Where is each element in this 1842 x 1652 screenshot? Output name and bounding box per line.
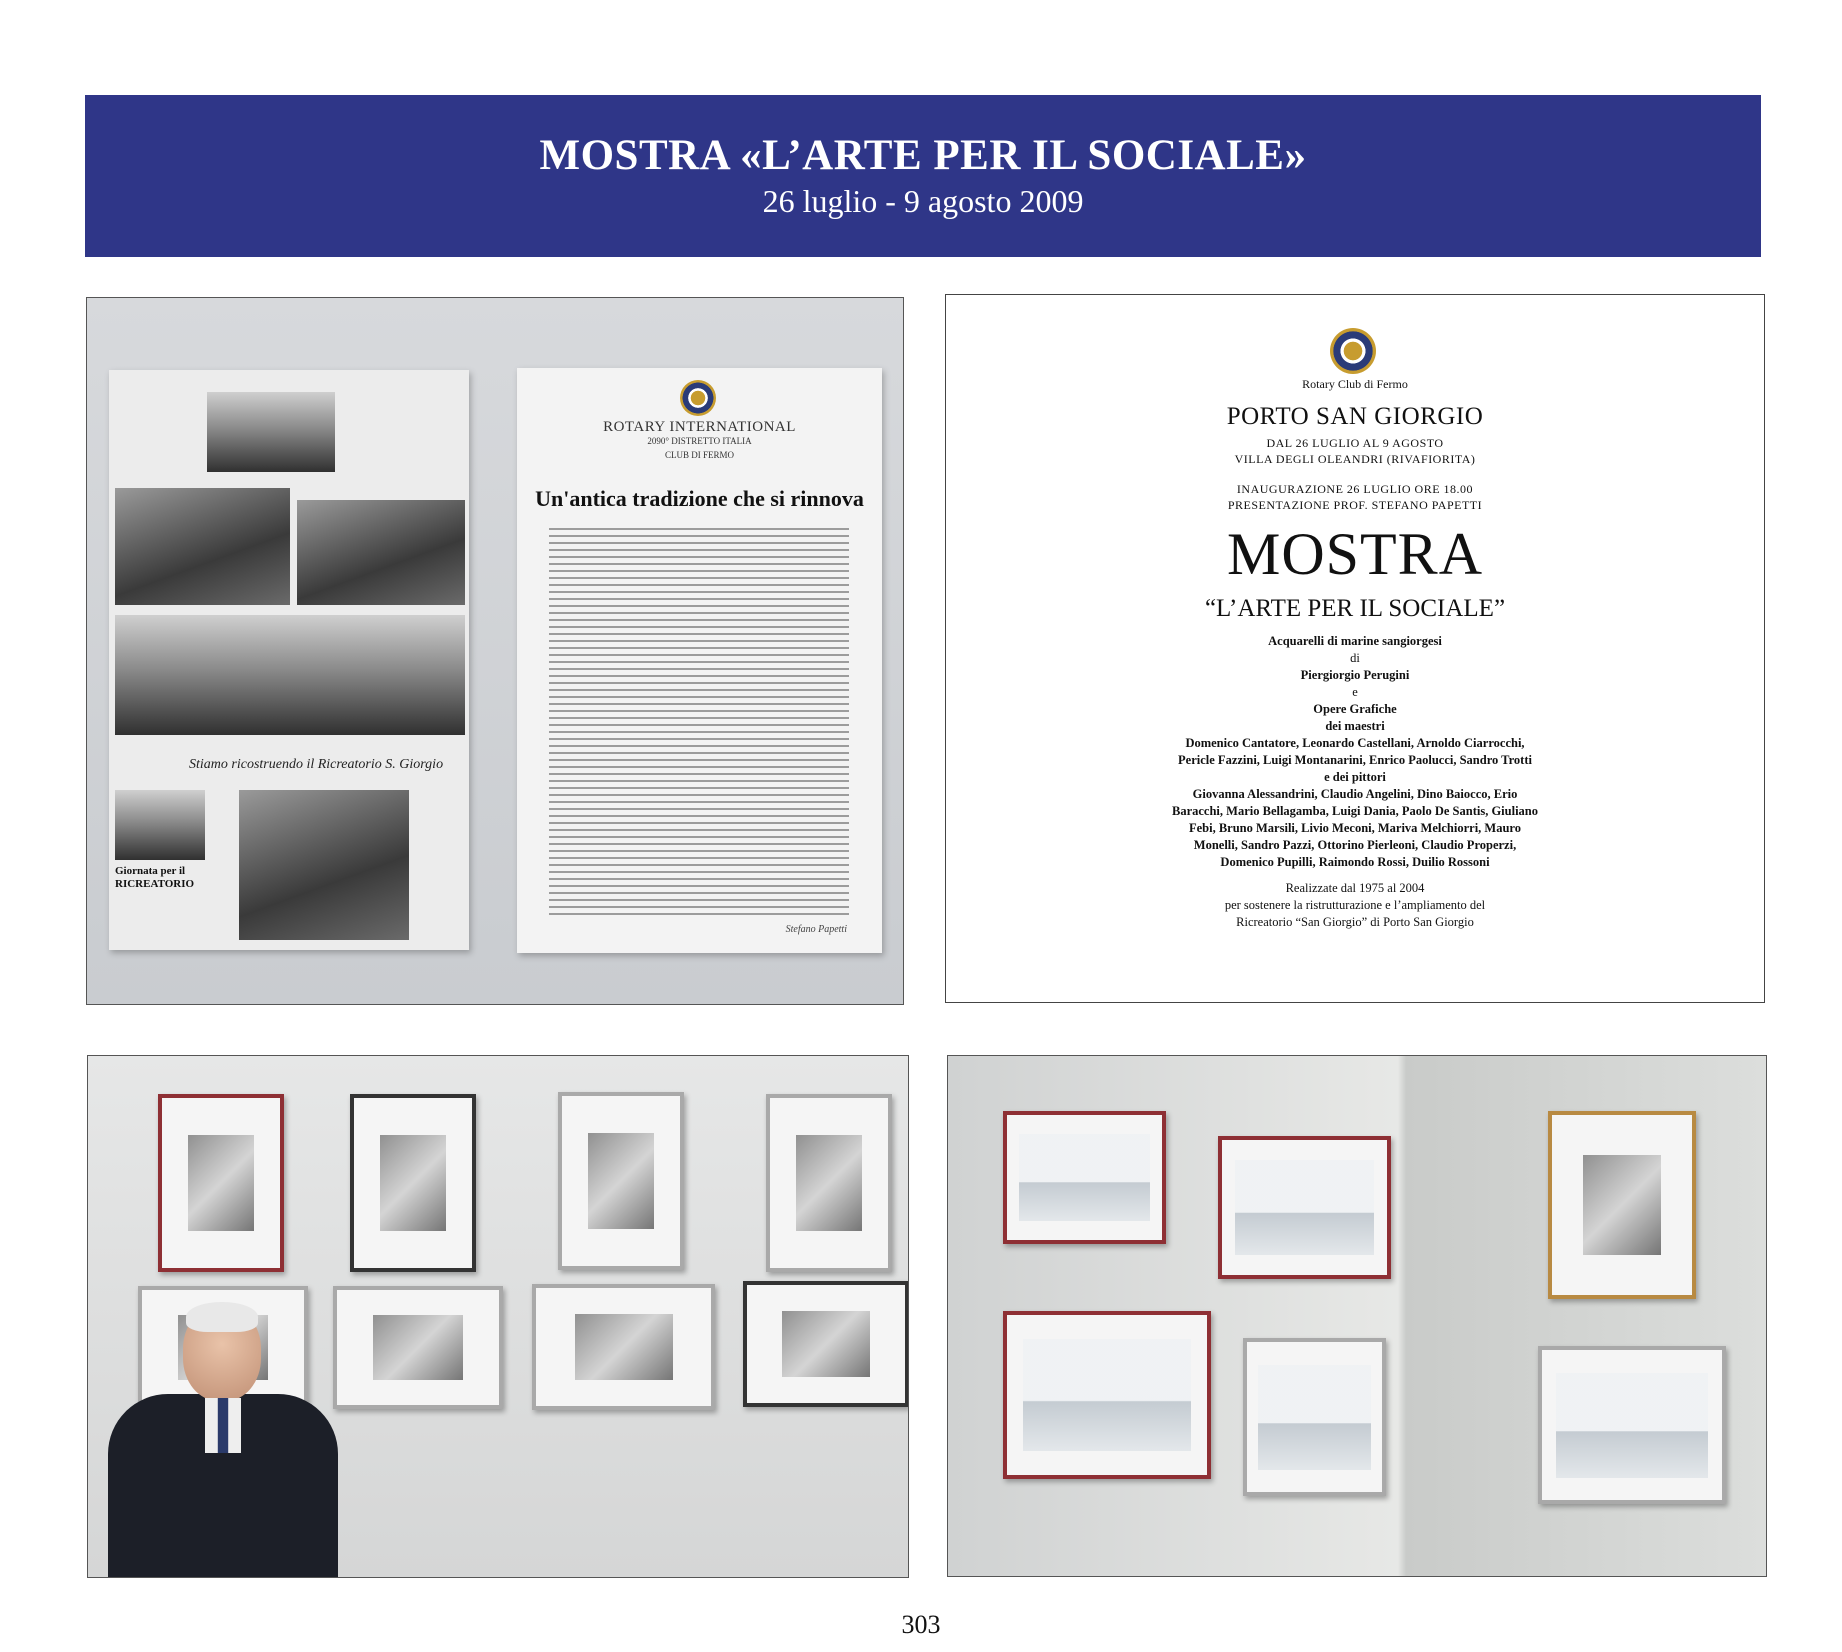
poster-line5: Opere Grafiche: [1313, 702, 1397, 716]
poster-masters2: Pericle Fazzini, Luigi Montanarini, Enrico Paolucci, Sandro Trotti: [1178, 753, 1532, 767]
poster-dates: DAL 26 LUGLIO AL 9 AGOSTO: [1266, 436, 1444, 450]
photo-display-panels: [86, 297, 904, 1005]
framed-print: [350, 1094, 476, 1272]
rotary-district: 2090° DISTRETTO ITALIA: [647, 436, 752, 446]
newspaper-panel: [109, 370, 469, 950]
newspaper-subcaption: Giornata per il RICREATORIO: [115, 865, 195, 890]
framed-print: [743, 1281, 909, 1407]
poster-title: “L’ARTE PER IL SOCIALE”: [1204, 595, 1506, 622]
rotary-logo-icon: [1330, 328, 1376, 374]
framed-watercolor: [1538, 1346, 1726, 1504]
photo-building-1: [207, 392, 335, 472]
poster-painters5: Domenico Pupilli, Raimondo Rossi, Duilio Rossoni: [1220, 855, 1490, 869]
title-banner: [85, 95, 1761, 257]
poster-line3: Piergiorgio Perugini: [1300, 668, 1410, 682]
exhibition-poster: [945, 294, 1765, 1003]
page-number: 303: [901, 1610, 941, 1639]
man-portrait: [108, 1306, 338, 1577]
panel-headline: Un'antica tradizione che si rinnova: [535, 486, 864, 511]
rotary-club: CLUB DI FERMO: [664, 450, 734, 460]
photo-building-3: [297, 500, 465, 605]
photo-man-gallery: [87, 1055, 909, 1578]
photo-building-4: [115, 615, 465, 735]
poster-club: Rotary Club di Fermo: [1302, 377, 1408, 391]
framed-print: [766, 1094, 892, 1272]
framed-print: [532, 1284, 715, 1410]
poster-line7: e dei pittori: [1324, 770, 1386, 784]
exhibition-title: MOSTRA «L’ARTE PER IL SOCIALE»: [539, 132, 1307, 179]
framed-watercolor: [1003, 1111, 1166, 1244]
rotary-text-panel: [517, 368, 882, 953]
poster-presentation: PRESENTAZIONE PROF. STEFANO PAPETTI: [1227, 498, 1483, 512]
framed-watercolor: [1218, 1136, 1391, 1279]
poster-line4: e: [1352, 685, 1358, 699]
framed-watercolor: [1003, 1311, 1211, 1479]
exhibition-dates: 26 luglio - 9 agosto 2009: [762, 183, 1084, 219]
photo-drawing: [239, 790, 409, 940]
poster-footer3: Ricreatorio “San Giorgio” di Porto San Giorgio: [1236, 915, 1474, 929]
poster-painters2: Baracchi, Mario Bellagamba, Luigi Dania, Paolo De Santis, Giuliano: [1172, 804, 1538, 818]
poster-line1: Acquarelli di marine sangiorgesi: [1268, 634, 1442, 648]
poster-line2: di: [1350, 651, 1360, 665]
poster-painters4: Monelli, Sandro Pazzi, Ottorino Pierleoni, Claudio Properzi,: [1193, 838, 1517, 852]
rotary-international: ROTARY INTERNATIONAL: [603, 419, 796, 435]
panel-body-text: [549, 528, 849, 918]
framed-print: [558, 1092, 684, 1270]
framed-print: [158, 1094, 284, 1272]
photo-watercolors-corner: [947, 1055, 1767, 1577]
poster-masters1: Domenico Cantatore, Leonardo Castellani, Arnoldo Ciarrocchi,: [1185, 736, 1525, 750]
poster-venue: VILLA DEGLI OLEANDRI (RIVAFIORITA): [1234, 452, 1476, 466]
photo-building-2: [115, 488, 290, 605]
panel-signature: Stefano Papetti: [785, 924, 847, 935]
poster-footer2: per sostenere la ristrutturazione e l’ampliamento del: [1224, 898, 1486, 912]
poster-mostra: MOSTRA: [1226, 521, 1484, 587]
framed-print: [333, 1286, 503, 1409]
poster-painters3: Febi, Bruno Marsili, Livio Meconi, Mariva Melchiorri, Mauro: [1188, 821, 1521, 835]
newspaper-caption: Stiamo ricostruendo il Ricreatorio S. Giorgio: [189, 757, 444, 772]
photo-building-5: [115, 790, 205, 860]
poster-footer1: Realizzate dal 1975 al 2004: [1285, 881, 1425, 895]
rotary-header: [517, 420, 882, 462]
poster-inauguration: INAUGURAZIONE 26 LUGLIO ORE 18.00: [1236, 482, 1474, 496]
framed-watercolor: [1243, 1338, 1386, 1496]
rotary-logo-icon: [680, 380, 716, 416]
framed-watercolor: [1548, 1111, 1696, 1299]
poster-line6: dei maestri: [1325, 719, 1385, 733]
poster-city: PORTO SAN GIORGIO: [1226, 403, 1484, 430]
poster-painters1: Giovanna Alessandrini, Claudio Angelini, Dino Baiocco, Erio: [1192, 787, 1518, 801]
